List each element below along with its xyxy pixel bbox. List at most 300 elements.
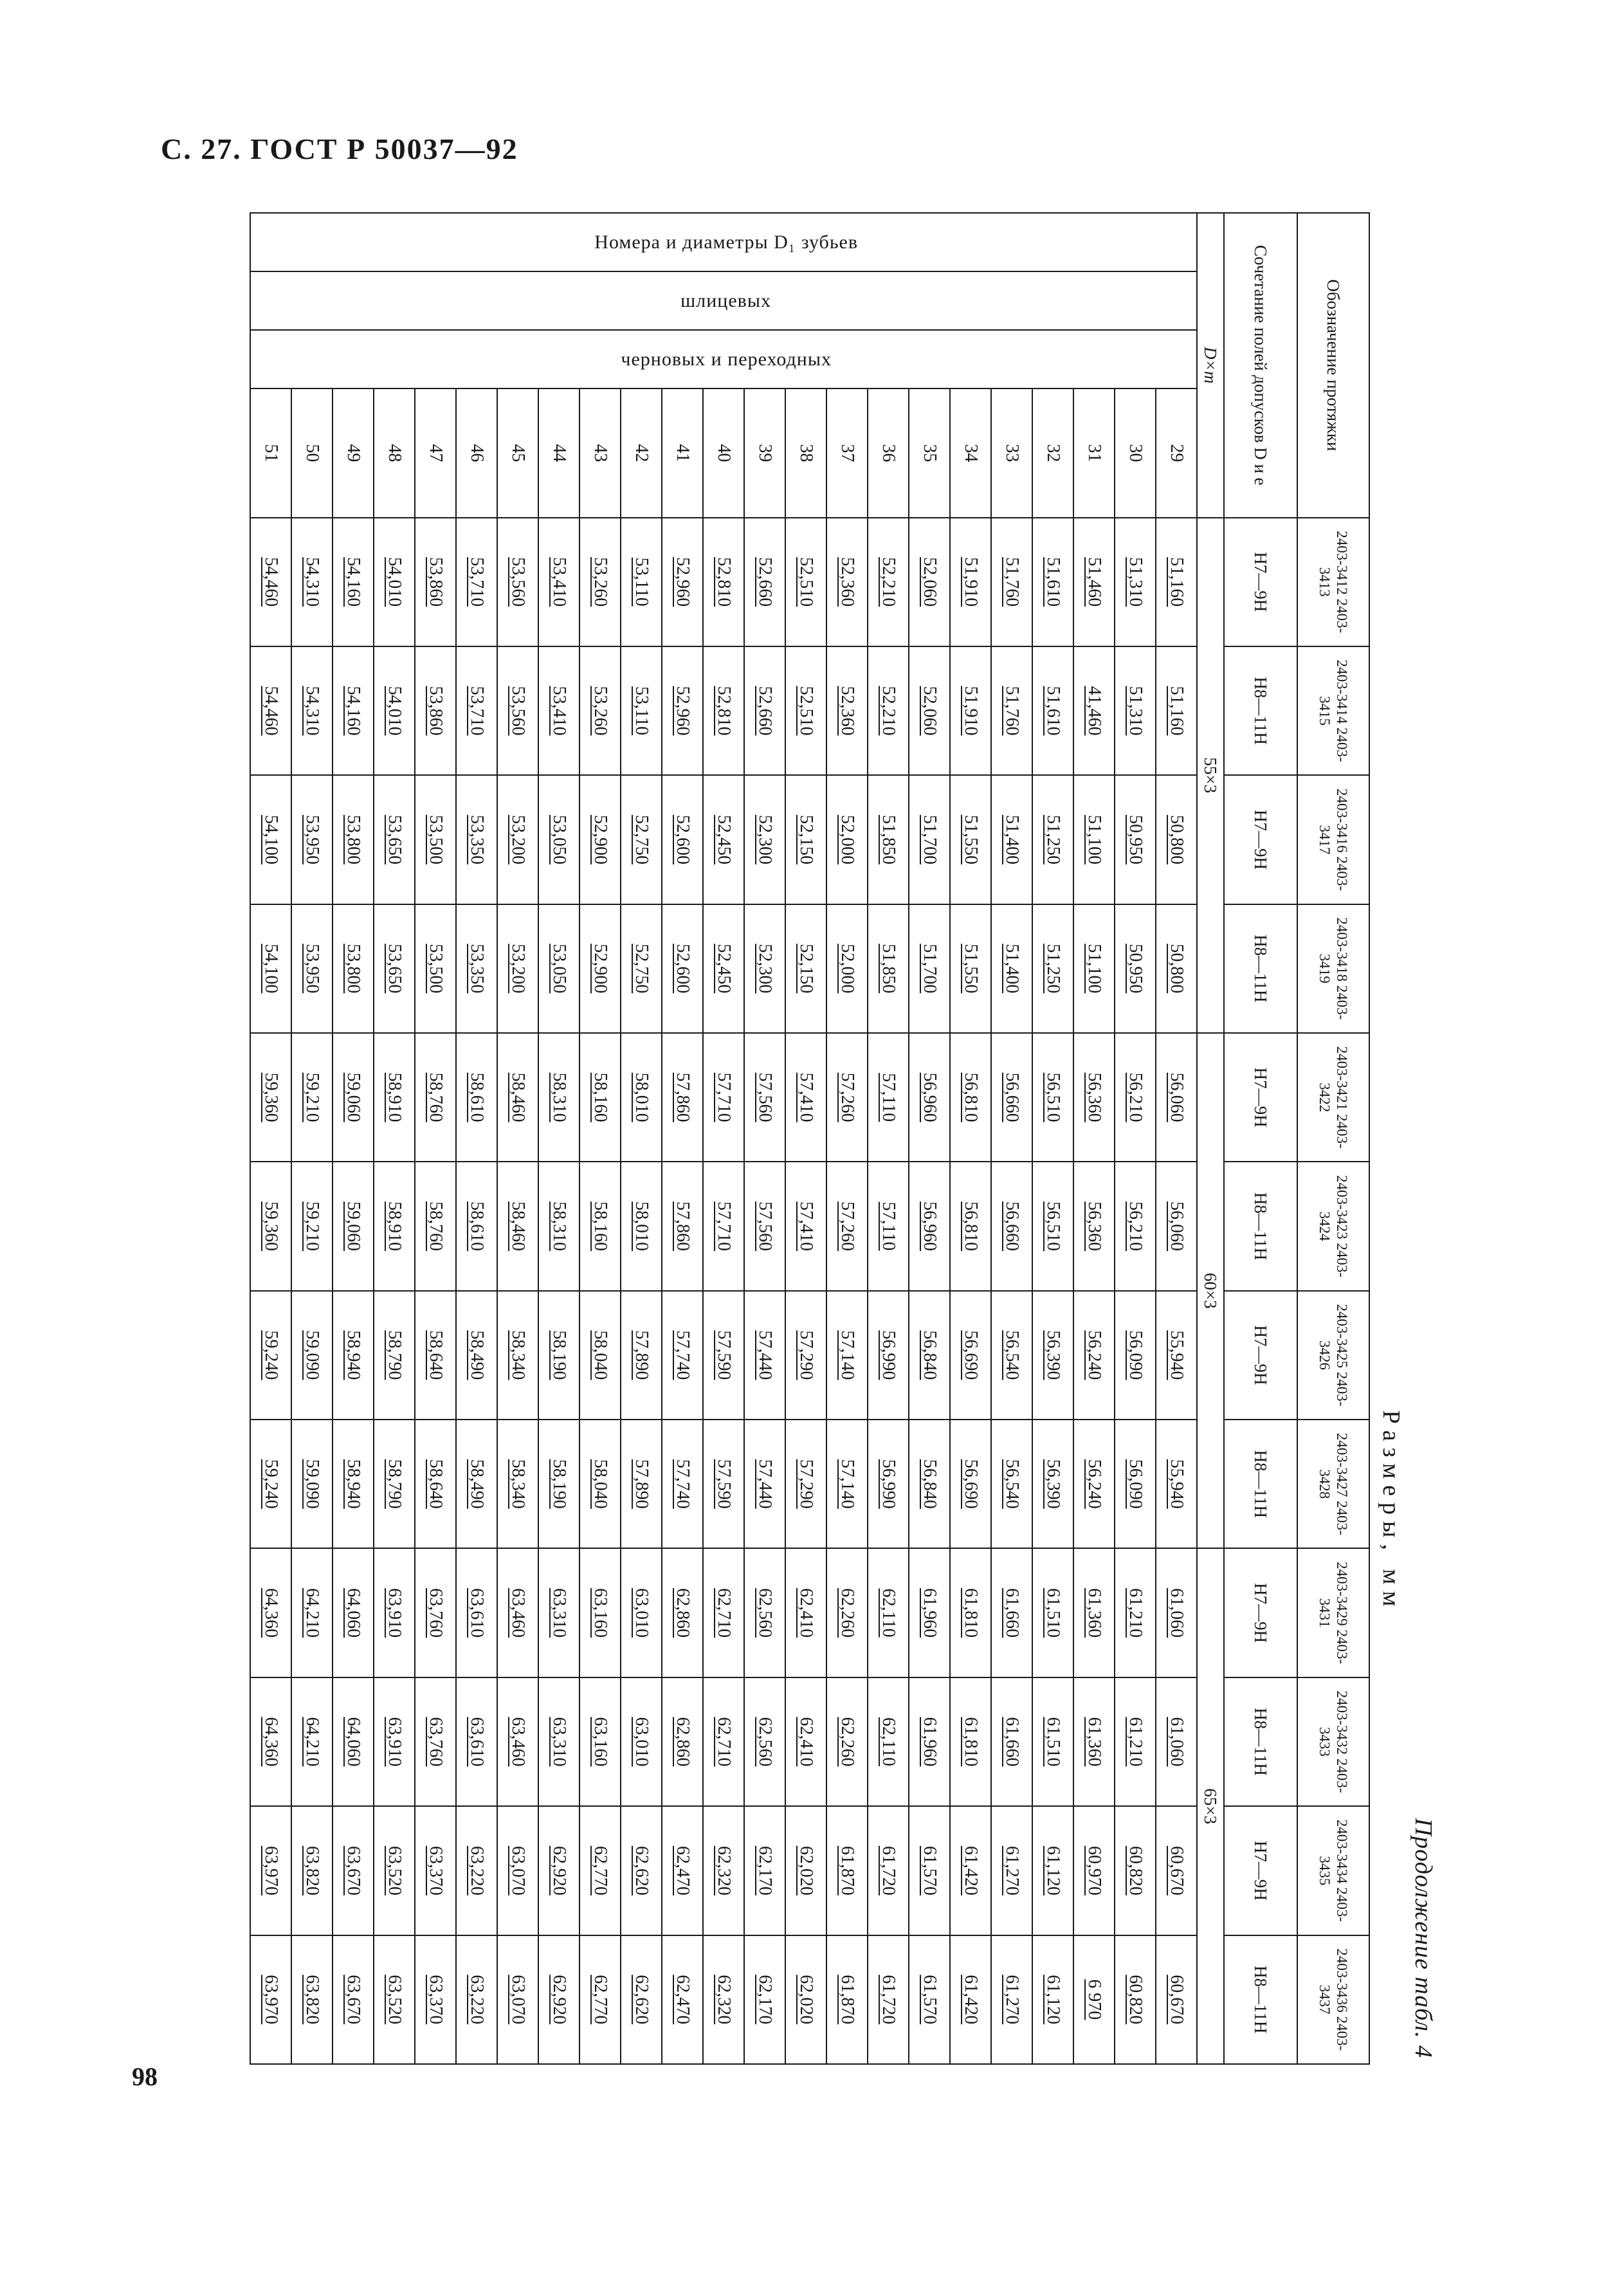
diameter-value-text: 51,310 xyxy=(1126,557,1145,607)
diameter-value-text: 59,360 xyxy=(261,1201,281,1252)
broach-dimensions-table xyxy=(250,212,1370,2065)
diameter-value-text: 41,460 xyxy=(1084,686,1104,736)
diameter-value-text: 61,660 xyxy=(1002,1588,1022,1638)
tooth-number-text: 32 xyxy=(1043,444,1063,462)
diameter-value-text: 63,910 xyxy=(385,1588,405,1638)
diameter-value xyxy=(456,1677,497,1806)
diameter-value xyxy=(909,1677,950,1806)
tolerance-fit xyxy=(1224,775,1297,904)
diameter-value xyxy=(826,904,868,1033)
tooth-number-text: 30 xyxy=(1126,444,1145,462)
diameter-value xyxy=(662,1935,703,2064)
diameter-value xyxy=(744,1291,785,1420)
broach-code xyxy=(1297,1935,1369,2064)
table-row xyxy=(1156,213,1197,2064)
tooth-number-text: 45 xyxy=(508,444,528,462)
diameter-value xyxy=(991,1420,1032,1548)
diameter-value xyxy=(662,775,703,904)
diameter-value xyxy=(497,1420,538,1548)
broach-code xyxy=(1297,1291,1369,1420)
diameter-value xyxy=(621,1033,662,1162)
diameter-value-text: 50,800 xyxy=(1167,814,1187,864)
diameter-value-text: 51,760 xyxy=(1002,557,1022,607)
diameter-value xyxy=(579,1420,621,1548)
diameter-value-text: 63,310 xyxy=(549,1588,569,1638)
broach-code-text: 2403-3434 2403-3435 xyxy=(1317,1819,1350,1922)
diameter-value xyxy=(374,1420,415,1548)
diameter-value-text: 58,640 xyxy=(426,1330,446,1380)
tooth-number-text: 38 xyxy=(796,444,816,462)
diameter-value-text: 61,570 xyxy=(920,1975,940,2025)
table-row xyxy=(538,213,579,2064)
diameter-value xyxy=(1032,1033,1073,1162)
diameter-value-text: 64,210 xyxy=(302,1717,322,1767)
diameter-value-text: 62,860 xyxy=(673,1588,693,1638)
tolerance-fit-text: H8—11H xyxy=(1251,1966,1271,2034)
tolerance-fit-text: H8—11H xyxy=(1251,1708,1271,1776)
diameter-value-text: 57,140 xyxy=(837,1459,857,1509)
diameter-value-text: 51,910 xyxy=(961,557,981,607)
diameter-value xyxy=(579,904,621,1033)
table-row xyxy=(703,213,744,2064)
tolerance-fit-text: H7—9H xyxy=(1251,552,1271,612)
diameter-value-text: 63,670 xyxy=(343,1975,363,2025)
table-row xyxy=(579,213,621,2064)
diameter-value-text: 52,210 xyxy=(879,686,899,736)
diameter-value xyxy=(1032,1935,1073,2064)
diameter-value-text: 62,470 xyxy=(673,1845,693,1896)
diameter-value-text: 53,050 xyxy=(549,814,569,864)
diameter-value xyxy=(538,1162,579,1290)
diameter-value-text: 61,270 xyxy=(1002,1845,1022,1896)
diameter-value-text: 51,460 xyxy=(1084,557,1104,607)
diameter-value-text: 58,190 xyxy=(549,1330,569,1380)
tooth-number xyxy=(744,388,785,517)
diameter-value xyxy=(868,1420,909,1548)
diameter-value-text: 56,960 xyxy=(920,1072,940,1122)
tooth-number xyxy=(374,388,415,517)
diameter-value-text: 56,540 xyxy=(1002,1330,1022,1380)
diameter-value-text: 57,110 xyxy=(879,1073,899,1122)
tooth-number-text: 39 xyxy=(755,444,775,462)
diameter-value-text: 52,300 xyxy=(755,814,775,864)
diameter-value xyxy=(415,1806,456,1935)
diameter-value-text: 52,360 xyxy=(837,557,857,607)
tolerance-fit xyxy=(1224,1420,1297,1548)
diameter-value-text: 57,710 xyxy=(714,1072,734,1122)
diameter-value xyxy=(991,904,1032,1033)
diameter-value xyxy=(538,1033,579,1162)
diameter-value xyxy=(374,1935,415,2064)
diameter-value xyxy=(744,1935,785,2064)
diameter-value xyxy=(703,1291,744,1420)
diameter-value-text: 51,610 xyxy=(1043,686,1063,736)
diameter-value-text: 61,420 xyxy=(961,1975,981,2025)
diameter-value-text: 56,240 xyxy=(1084,1330,1104,1380)
rotated-table-area xyxy=(225,212,1437,2065)
diameter-value xyxy=(333,1806,374,1935)
diameter-value xyxy=(538,518,579,646)
diameter-value xyxy=(1156,1033,1197,1162)
diameter-value xyxy=(291,518,333,646)
diameter-value-text: 58,490 xyxy=(467,1459,487,1509)
diameter-value xyxy=(950,518,991,646)
diameter-value xyxy=(1073,1162,1115,1290)
diameter-value-text: 58,010 xyxy=(632,1072,652,1122)
diameter-value-text: 62,260 xyxy=(837,1588,857,1638)
diameter-value xyxy=(621,904,662,1033)
diameter-value xyxy=(250,1677,291,1806)
diameter-value-text: 56,690 xyxy=(961,1330,981,1380)
diameter-value-text: 58,910 xyxy=(385,1072,405,1122)
diameter-value-text: 52,810 xyxy=(714,557,734,607)
diameter-value-text: 63,460 xyxy=(508,1588,528,1638)
diameter-value xyxy=(333,646,374,775)
diameter-value xyxy=(250,1420,291,1548)
diameter-value-text: 63,070 xyxy=(508,1845,528,1896)
diameter-value xyxy=(497,904,538,1033)
diameter-value xyxy=(374,646,415,775)
diameter-value-text: 57,860 xyxy=(673,1072,693,1122)
diameter-value-text: 63,370 xyxy=(426,1975,446,2025)
diameter-value-text: 57,440 xyxy=(755,1459,775,1509)
tooth-number-text: 31 xyxy=(1084,444,1104,462)
diameter-value xyxy=(991,1806,1032,1935)
diameter-value xyxy=(538,1291,579,1420)
tolerance-fit-text: H8—11H xyxy=(1251,677,1271,745)
diameter-value xyxy=(662,1677,703,1806)
tooth-number xyxy=(538,388,579,517)
diameter-value xyxy=(1032,646,1073,775)
diameter-value xyxy=(497,775,538,904)
diameter-value xyxy=(1032,1162,1073,1290)
diameter-value xyxy=(415,518,456,646)
diameter-value xyxy=(826,518,868,646)
diameter-value-text: 62,110 xyxy=(879,1588,899,1638)
diameter-value-text: 57,260 xyxy=(837,1072,857,1122)
broach-code-text: 2403-3425 2403-3426 xyxy=(1317,1304,1350,1407)
tolerance-fit xyxy=(1224,518,1297,646)
diameter-value-text: 57,290 xyxy=(796,1459,816,1509)
diameter-value xyxy=(950,1677,991,1806)
diameter-value xyxy=(621,775,662,904)
diameter-value-text: 53,710 xyxy=(467,557,487,607)
diameter-value-text: 56,810 xyxy=(961,1072,981,1122)
diameter-value xyxy=(1073,904,1115,1033)
tooth-number xyxy=(662,388,703,517)
tolerance-fit xyxy=(1224,1291,1297,1420)
diameter-value xyxy=(785,1806,826,1935)
diameter-value-text: 61,210 xyxy=(1126,1717,1145,1767)
tooth-number xyxy=(826,388,868,517)
diameter-value xyxy=(662,1162,703,1290)
diameter-value xyxy=(785,1291,826,1420)
diameter-value-text: 53,110 xyxy=(632,557,652,607)
diameter-value xyxy=(1115,1420,1156,1548)
diameter-value xyxy=(415,1291,456,1420)
diameter-value xyxy=(497,1162,538,1290)
diameter-value-text: 62,860 xyxy=(673,1717,693,1767)
diameter-value-text: 63,760 xyxy=(426,1717,446,1767)
broach-code xyxy=(1297,518,1369,646)
size-group xyxy=(1197,1548,1224,2064)
diameter-value-text: 62,170 xyxy=(755,1845,775,1896)
diameter-value-text: 57,590 xyxy=(714,1330,734,1380)
tooth-number-text: 47 xyxy=(426,444,446,462)
diameter-value-text: 52,000 xyxy=(837,944,857,994)
diameter-value xyxy=(1115,1291,1156,1420)
diameter-value-text: 53,410 xyxy=(549,557,569,607)
diameter-value-text: 57,290 xyxy=(796,1330,816,1380)
tooth-number xyxy=(250,388,291,517)
tooth-number xyxy=(909,388,950,517)
tooth-number-text: 42 xyxy=(632,444,652,462)
diameter-value xyxy=(909,1291,950,1420)
diameter-value-text: 62,710 xyxy=(714,1588,734,1638)
diameter-value xyxy=(579,1935,621,2064)
diameter-value xyxy=(1073,1033,1115,1162)
diameter-value-text: 61,360 xyxy=(1084,1717,1104,1767)
diameter-value xyxy=(621,1420,662,1548)
diameter-value xyxy=(868,1935,909,2064)
diameter-value-text: 59,060 xyxy=(343,1201,363,1252)
table-row xyxy=(497,213,538,2064)
table-row xyxy=(333,213,374,2064)
diameter-value-text: 52,510 xyxy=(796,557,816,607)
diameter-value xyxy=(621,518,662,646)
diameter-value xyxy=(785,646,826,775)
diameter-value-text: 52,960 xyxy=(673,557,693,607)
diameter-value xyxy=(1156,646,1197,775)
diameter-value-text: 51,550 xyxy=(961,814,981,864)
diameter-value xyxy=(744,1162,785,1290)
diameter-value xyxy=(291,1291,333,1420)
diameter-value-text: 54,160 xyxy=(343,686,363,736)
broach-code xyxy=(1297,904,1369,1033)
diameter-value xyxy=(456,775,497,904)
diameter-value-text: 62,320 xyxy=(714,1975,734,2025)
diameter-value-text: 52,600 xyxy=(673,944,693,994)
broach-code-text: 2403-3421 2403-3422 xyxy=(1317,1046,1350,1149)
tolerance-fit-text: H8—11H xyxy=(1251,1450,1271,1518)
diameter-value-text: 52,660 xyxy=(755,557,775,607)
diameter-value xyxy=(744,1806,785,1935)
diameter-value-text: 61,120 xyxy=(1043,1975,1063,2025)
diameter-value xyxy=(1073,1935,1115,2064)
tooth-number-text: 37 xyxy=(837,444,857,462)
broach-code-text: 2403-3429 2403-3431 xyxy=(1317,1562,1350,1665)
table-row xyxy=(909,213,950,2064)
diameter-value xyxy=(826,646,868,775)
side-label-rough-text: черновых и переходных xyxy=(621,348,832,370)
diameter-value xyxy=(744,1548,785,1677)
diameter-value-text: 63,010 xyxy=(632,1588,652,1638)
tolerance-fit-text: H7—9H xyxy=(1251,1583,1271,1643)
table-row xyxy=(868,213,909,2064)
diameter-value-text: 62,020 xyxy=(796,1975,816,2025)
diameter-value-text: 63,310 xyxy=(549,1717,569,1767)
table-row xyxy=(950,213,991,2064)
diameter-value-text: 55,940 xyxy=(1167,1330,1187,1380)
diameter-value-text: 63,070 xyxy=(508,1975,528,2025)
tooth-number xyxy=(333,388,374,517)
diameter-value xyxy=(579,1033,621,1162)
diameter-value-text: 57,560 xyxy=(755,1201,775,1252)
diameter-value-text: 58,010 xyxy=(632,1201,652,1252)
diameter-value xyxy=(250,518,291,646)
diameter-value xyxy=(950,1162,991,1290)
tooth-number xyxy=(497,388,538,517)
diameter-value-text: 52,660 xyxy=(755,686,775,736)
diameter-value xyxy=(868,1548,909,1677)
table-row xyxy=(662,213,703,2064)
diameter-value xyxy=(1115,1033,1156,1162)
diameter-value xyxy=(909,646,950,775)
diameter-value-text: 57,740 xyxy=(673,1459,693,1509)
diameter-value-text: 61,510 xyxy=(1043,1717,1063,1767)
diameter-value-text: 52,750 xyxy=(632,944,652,994)
diameter-value-text: 60,670 xyxy=(1167,1975,1187,2025)
diameter-value-text: 58,040 xyxy=(590,1459,610,1509)
diameter-value xyxy=(991,518,1032,646)
broach-code xyxy=(1297,1162,1369,1290)
page-header: С. 27. ГОСТ Р 50037—92 xyxy=(161,132,518,165)
tooth-number xyxy=(703,388,744,517)
broach-code xyxy=(1297,1420,1369,1548)
broach-code-text: 2403-3416 2403-3417 xyxy=(1317,788,1350,891)
diameter-value-text: 63,910 xyxy=(385,1717,405,1767)
diameter-value xyxy=(744,646,785,775)
diameter-value-text: 57,860 xyxy=(673,1201,693,1252)
diameter-value-text: 52,450 xyxy=(714,944,734,994)
diameter-value-text: 53,710 xyxy=(467,686,487,736)
diameter-value-text: 52,000 xyxy=(837,814,857,864)
table-row xyxy=(826,213,868,2064)
diameter-value-text: 58,490 xyxy=(467,1330,487,1380)
diameter-value-text: 56,840 xyxy=(920,1330,940,1380)
diameter-value-text: 50,950 xyxy=(1126,814,1145,864)
diameter-value-text: 57,710 xyxy=(714,1201,734,1252)
diameter-value-text: 53,560 xyxy=(508,686,528,736)
diameter-value-text: 56,360 xyxy=(1084,1201,1104,1252)
diameter-value-text: 61,960 xyxy=(920,1717,940,1767)
diameter-value xyxy=(579,1806,621,1935)
diameter-value-text: 51,700 xyxy=(920,814,940,864)
diameter-value-text: 63,820 xyxy=(302,1845,322,1896)
tolerance-fit-text: H8—11H xyxy=(1251,1192,1271,1261)
diameter-value-text: 53,200 xyxy=(508,814,528,864)
diameter-value-text: 61,210 xyxy=(1126,1588,1145,1638)
diameter-value xyxy=(826,1806,868,1935)
diameter-value-text: 56,210 xyxy=(1126,1201,1145,1252)
diameter-value-text: 53,350 xyxy=(467,944,487,994)
diameter-value-text: 58,310 xyxy=(549,1201,569,1252)
diameter-value xyxy=(744,1420,785,1548)
diameter-value-text: 53,950 xyxy=(302,814,322,864)
diameter-value-text: 53,560 xyxy=(508,557,528,607)
diameter-value-text: 53,260 xyxy=(590,557,610,607)
diameter-value-text: 62,260 xyxy=(837,1717,857,1767)
diameter-value xyxy=(1073,1677,1115,1806)
diameter-value xyxy=(579,518,621,646)
broach-code xyxy=(1297,775,1369,904)
diameter-value xyxy=(415,904,456,1033)
size-group-text: 55×3 xyxy=(1201,757,1221,794)
diameter-value xyxy=(950,1033,991,1162)
diameter-value-text: 54,460 xyxy=(261,557,281,607)
diameter-value-text: 54,100 xyxy=(261,814,281,864)
diameter-value xyxy=(909,775,950,904)
broach-code xyxy=(1297,1806,1369,1935)
diameter-value xyxy=(991,1935,1032,2064)
side-label-teeth-text: Номера и диаметры D₁ зубьев xyxy=(594,231,858,253)
diameter-value-text: 57,740 xyxy=(673,1330,693,1380)
table-row xyxy=(1115,213,1156,2064)
table-continuation-caption: Продолжение табл. 4 xyxy=(1410,1818,1437,2058)
tooth-number xyxy=(1073,388,1115,517)
diameter-value-text: 50,800 xyxy=(1167,944,1187,994)
diameter-value xyxy=(250,646,291,775)
diameter-value-text: 53,500 xyxy=(426,814,446,864)
tolerance-label xyxy=(1224,213,1297,518)
broach-label xyxy=(1297,213,1369,518)
diameter-value xyxy=(291,646,333,775)
table-row xyxy=(374,213,415,2064)
tolerance-fit-text: H7—9H xyxy=(1251,1067,1271,1128)
diameter-value-text: 61,660 xyxy=(1002,1717,1022,1767)
diameter-value-text: 61,360 xyxy=(1084,1588,1104,1638)
diameter-value xyxy=(333,1548,374,1677)
diameter-value-text: 56,390 xyxy=(1043,1459,1063,1509)
diameter-value-text: 64,360 xyxy=(261,1717,281,1767)
diameter-value xyxy=(456,1935,497,2064)
diameter-value-text: 64,060 xyxy=(343,1717,363,1767)
diameter-value xyxy=(333,518,374,646)
diameter-value xyxy=(250,1548,291,1677)
diameter-value xyxy=(250,904,291,1033)
diameter-value xyxy=(662,904,703,1033)
diameter-value-text: 60,970 xyxy=(1084,1845,1104,1896)
diameter-value xyxy=(785,904,826,1033)
diameter-value-text: 62,320 xyxy=(714,1845,734,1896)
diameter-value-text: 56,210 xyxy=(1126,1072,1145,1122)
diameter-value-text: 56,090 xyxy=(1126,1459,1145,1509)
diameter-value xyxy=(456,904,497,1033)
diameter-value-text: 51,850 xyxy=(879,944,899,994)
tooth-number-text: 34 xyxy=(961,444,981,462)
diameter-value xyxy=(1156,1548,1197,1677)
diameter-value-text: 61,720 xyxy=(879,1975,899,2025)
diameter-value xyxy=(1156,1420,1197,1548)
diameter-value xyxy=(1073,1548,1115,1677)
diameter-value-text: 61,270 xyxy=(1002,1975,1022,2025)
diameter-value-text: 51,610 xyxy=(1043,557,1063,607)
diameter-value xyxy=(621,1806,662,1935)
tooth-number xyxy=(291,388,333,517)
diameter-value xyxy=(497,1806,538,1935)
diameter-value-text: 63,610 xyxy=(467,1588,487,1638)
diameter-value xyxy=(1115,775,1156,904)
diameter-value-text: 57,410 xyxy=(796,1072,816,1122)
diameter-value-text: 55,940 xyxy=(1167,1459,1187,1509)
diameter-value-text: 51,400 xyxy=(1002,944,1022,994)
diameter-value-text: 62,620 xyxy=(632,1845,652,1896)
diameter-value xyxy=(374,1677,415,1806)
diameter-value-text: 57,590 xyxy=(714,1459,734,1509)
diameter-value-text: 58,160 xyxy=(590,1072,610,1122)
tolerance-fit xyxy=(1224,1548,1297,1677)
diameter-value xyxy=(1156,775,1197,904)
